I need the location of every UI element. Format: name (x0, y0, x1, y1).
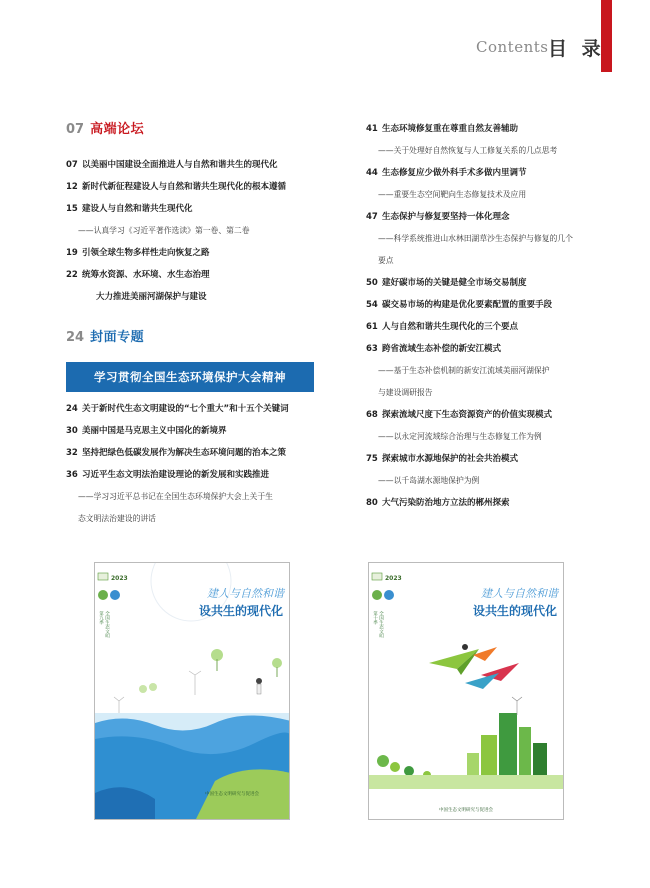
toc-entry[interactable]: 12 新时代新征程建设人与自然和谐共生现代化的根本遵循 (66, 182, 286, 192)
left-column (66, 118, 328, 530)
section-title: 封面专题 (90, 330, 145, 345)
toc-entry[interactable]: 50 建好碳市场的关键是健全市场交易制度 (366, 278, 527, 288)
cover-image-left[interactable] (94, 562, 290, 820)
toc-subtitle: ——关于处理好自然恢复与人工修复关系的几点思考 (378, 146, 558, 155)
toc-subtitle: 与建设调研报告 (378, 388, 433, 397)
toc-subtitle: 态文明法治建设的讲话 (78, 514, 156, 523)
toc-entry[interactable]: 32 坚持把绿色低碳发展作为解决生态环境问题的治本之策 (66, 448, 286, 458)
toc-subtitle: ——学习习近平总书记在全国生态环境保护大会上关于生 (78, 492, 273, 501)
toc-entry[interactable]: 30 美丽中国是马克思主义中国化的新境界 (66, 426, 227, 436)
toc-entry[interactable]: 61 人与自然和谐共生现代化的三个要点 (366, 322, 518, 332)
cover-title-line1: 建人与自然和谐 (207, 587, 284, 600)
cover-title-line2: 设共生的现代化 (473, 604, 558, 618)
cover-title-line1: 建人与自然和谐 (481, 587, 558, 600)
svg-text:第十季: 第十季 (372, 611, 378, 625)
toc-subtitle: ——重要生态空间靶向生态修复技术及应用 (378, 190, 527, 199)
toc-subtitle: ——以永定河流域综合治理与生态修复工作为例 (378, 432, 542, 441)
cover-publisher: 中国生态文明研究与促进会 (205, 792, 259, 797)
section-title: 高端论坛 (90, 122, 145, 137)
toc-entry[interactable]: 41 生态环境修复重在尊重自然友善辅助 (366, 124, 518, 134)
toc-entry[interactable]: 44 生态修复应少做外科手术多做内里调节 (366, 168, 527, 178)
topic-banner: 学习贯彻全国生态环境保护大会精神 (66, 362, 314, 392)
toc-entry[interactable]: 63 跨省流域生态补偿的新安江模式 (366, 344, 501, 354)
toc-entry[interactable]: 07 以美丽中国建设全面推进人与自然和谐共生的现代化 (66, 160, 278, 170)
toc-subtitle: ——基于生态补偿机制的新安江流域美丽河湖保护 (378, 366, 550, 375)
toc-entry[interactable]: 15 建设人与自然和谐共生现代化 (66, 204, 193, 214)
page-title: 目 录 (548, 38, 605, 60)
toc-entry[interactable]: 19 引领全球生物多样性走向恢复之路 (66, 248, 210, 258)
toc-entry[interactable]: 24 关于新时代生态文明建设的“七个重大”和十五个关键词 (66, 404, 289, 414)
section-header-forum[interactable] (66, 118, 328, 138)
svg-text:第九季: 第九季 (98, 611, 104, 625)
toc-subtitle: 要点 (378, 256, 394, 265)
toc-subtitle: ——以千岛湖水源地保护为例 (378, 476, 480, 485)
section-number: 07 (66, 122, 85, 137)
toc-entry[interactable]: 36 习近平生态文明法治建设理论的新发展和实践推进 (66, 470, 269, 480)
toc-entry[interactable]: 54 碳交易市场的构建是优化要素配置的重要手段 (366, 300, 552, 310)
svg-text:全国生态文明: 全国生态文明 (104, 611, 110, 638)
cover-year: 2023 (385, 575, 402, 582)
svg-text:全国生态文明: 全国生态文明 (378, 611, 384, 638)
toc-entry[interactable]: 80 大气污染防治地方立法的郴州探索 (366, 498, 510, 508)
cover-year: 2023 (111, 575, 128, 582)
toc-entry[interactable]: 68 探索流域尺度下生态资源资产的价值实现模式 (366, 410, 552, 420)
toc-entry-continuation[interactable]: 大力推进美丽河湖保护与建设 (96, 292, 207, 302)
toc-entry[interactable]: 22 统筹水资源、水环境、水生态治理 (66, 270, 210, 280)
toc-entry[interactable]: 47 生态保护与修复要坚持一体化理念 (366, 212, 510, 222)
cover-image-right[interactable] (368, 562, 564, 820)
toc-subtitle: ——科学系统推进山水林田湖草沙生态保护与修复的几个 (378, 234, 573, 243)
toc-subtitle: ——认真学习《习近平著作选读》第一卷、第二卷 (78, 226, 250, 235)
section-number: 24 (66, 330, 85, 345)
contents-label: Contents (476, 38, 549, 56)
right-column (366, 118, 598, 514)
section-header-cover-topic[interactable] (66, 326, 328, 346)
cover-publisher: 中国生态文明研究与促进会 (439, 808, 493, 813)
toc-entry[interactable]: 75 探索城市水源地保护的社会共治模式 (366, 454, 518, 464)
cover-title-line2: 设共生的现代化 (199, 604, 284, 618)
